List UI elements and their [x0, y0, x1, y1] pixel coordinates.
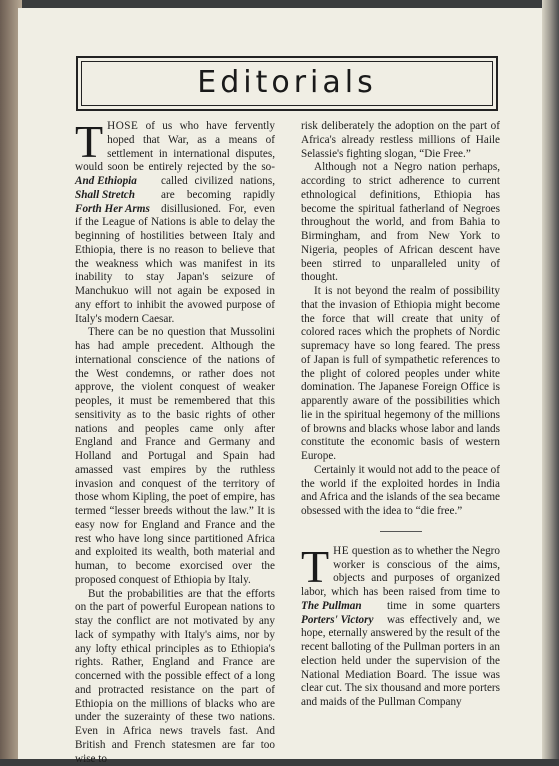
lead-in: HOSE	[107, 120, 138, 132]
paragraph-text: of us who have fervently hoped that War, as a means of settlement in international disputes, would soon be entirely rejected by the so-called civilized nations,	[75, 120, 275, 187]
drop-cap: T	[301, 549, 329, 585]
editorial-ethiopia-paragraph-2: There can be no question that Mussolini has had ample precedent. Although the international conscience of the nations of the West condemns, or rather does not approve, the violent conquest of weaker peoples, it must be remembered that this sensitivity as to the basic rights of other nations and peoples came only after England and France and Germany and Holland and Portugal and Spain had amassed vast empires by the ruthless invasion and conquest of the territory of those whom Kipling, the poet of empire, has termed “lesser breeds without the law.” It is easy now for England and France and the rest who have long since partitioned Africa and exploited its wealth, both material and human, to become exorcised over the proposed conquest of Ethiopia by Italy.	[75, 326, 275, 587]
editorial-ethiopia-paragraph-6: It is not beyond the realm of possibility that the invasion of Ethiopia might become the force that will create that unity of colored races which the prophets of Nordic supremacy have so long feared. The press of Japan is full of sympathetic references to the plight of colored peoples under white domination. The Japanese Foreign Office is apparently aware of the possibilities which lie in the spiritual hegemony of the millions of browns and blacks whose labor and lands constitute the economic basis of western Europe.	[301, 285, 500, 464]
editorial-ethiopia-paragraph-3: But the probabilities are that the efforts on the part of powerful European nations to stay the conflict are not motivated by any lack of sympathy with Italy's aims, nor by any lofty ethical principles as to Ethiopia's rights. Rather, England and France are concerned with the possible effect of a long and protracted resistance on the part of Ethiopia on the millions of blacks who are under the suzerainty of these two nations. Even in Africa news travels fast. And British and French statesmen are far too wise to	[75, 588, 275, 766]
editorial-ethiopia-paragraph-5: Although not a Negro nation perhaps, according to strict adherence to current ethnological definitions, Ethiopia has become the spiritual fatherland of Negroes throughout the world, and from Bahia to Birmingham, and from New York to Nigeria, peoples of African descent have been stirred to unparalleled unity of thought.	[301, 161, 500, 285]
paragraph-text: some quarters was effectively and, we hope, eternally answered by the result of the recent balloting of the Pullman porters in an election held under the supervision of the National Mediation Board. The issue was clear cut. The six thousand and more porters and maids of the Pullman Company	[301, 600, 500, 708]
right-column	[301, 120, 500, 710]
left-column	[75, 120, 275, 766]
editorial-pullman-paragraph-1	[301, 545, 500, 710]
lead-in: HE	[333, 545, 349, 557]
drop-cap: T	[75, 124, 103, 160]
editorial-ethiopia-paragraph-4: risk deliberately the adoption on the part of Africa's already restless millions of Haile Selassie's fighting slogan, “Die Free.”	[301, 120, 500, 161]
paragraph-text: are becoming rapidly disillusioned. For, even if the League of Nations is able to delay the beginning of hostilities between Italy and Ethiopia, there is no reason to believe that the weakness which was manifest in its inability to stay Japan's seizure of Manchukuo will not again be exposed in any effort to inhibit the avowed purpose of Italy's modern Caesar.	[75, 189, 275, 325]
page-title: Editorials	[78, 65, 496, 101]
paragraph-text: question as to whether the Negro worker is conscious of the aims, objects and purposes of organized labor, which has been raised from time to time in	[301, 545, 500, 612]
title-box	[76, 56, 498, 111]
section-divider	[380, 531, 422, 532]
editorial-ethiopia-paragraph-1	[75, 120, 275, 326]
side-heading-ethiopia: And Ethiopia Shall Stretch Forth Her Arms	[75, 175, 157, 216]
side-heading-pullman: The Pullman Porters' Victory	[301, 600, 383, 628]
editorial-ethiopia-paragraph-7: Certainly it would not add to the peace of the world if the exploited hordes in India and Africa and the islands of the sea became obsessed with the idea to “die free.”	[301, 464, 500, 519]
page-edge	[542, 0, 559, 759]
